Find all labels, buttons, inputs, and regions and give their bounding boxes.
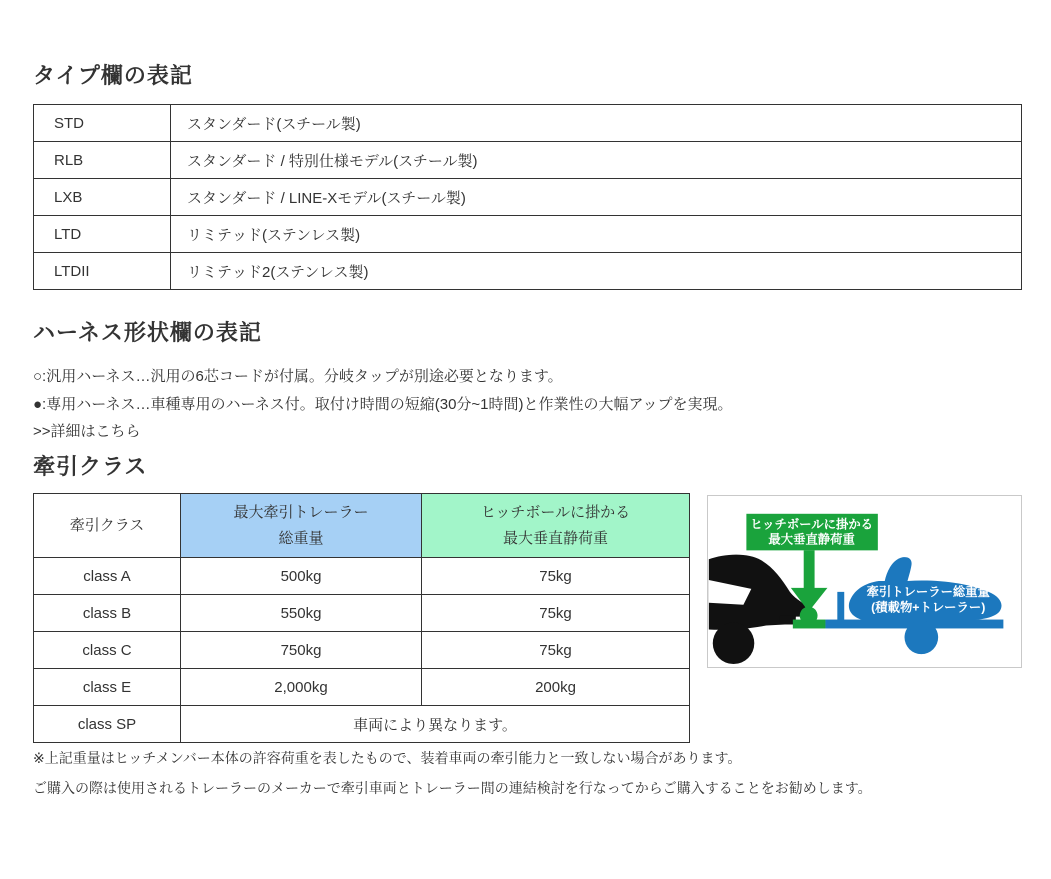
type-desc-cell: リミテッド(ステンレス製)	[171, 216, 1022, 253]
max-trailer-weight-header	[181, 494, 422, 558]
header-line: ヒッチボールに掛かる	[480, 504, 631, 521]
hitch-load-label-line2: 最大垂直静荷重	[768, 532, 855, 547]
weight-disclaimer-note: ※上記重量はヒッチメンバー本体の許容荷重を表したもので、装着車両の牽引能力と一致しない場合があります。	[33, 750, 742, 766]
towing-class-table	[33, 493, 690, 743]
trailer-weight-label-line1: 牽引トレーラー総重量	[866, 584, 990, 599]
trailer-wheel-icon	[905, 621, 939, 655]
vertical-load-cell: 75kg	[422, 632, 690, 669]
table-row	[34, 706, 690, 743]
type-desc-cell: スタンダード(スチール製)	[171, 105, 1022, 142]
table-row	[34, 558, 690, 595]
total-weight-cell: 2,000kg	[181, 669, 422, 706]
generic-harness-note: ○:汎用ハーネス…汎用の6芯コードが付属。分岐タップが別途必要となります。	[33, 368, 563, 385]
dedicated-harness-note: ●:専用ハーネス…車種専用のハーネス付。取付け時間の短縮(30分~1時間)と作業性の大幅アップを実現。	[33, 396, 733, 413]
total-weight-cell: 750kg	[181, 632, 422, 669]
type-code-cell: LTDII	[34, 253, 171, 290]
table-row	[34, 142, 1022, 179]
down-arrow-icon	[804, 550, 815, 590]
table-row	[34, 216, 1022, 253]
vertical-load-cell: 75kg	[422, 595, 690, 632]
type-table	[33, 104, 1022, 290]
class-cell: class SP	[34, 706, 181, 743]
harness-section-heading: ハーネス形状欄の表記	[33, 320, 262, 345]
type-desc-cell: スタンダード / LINE-Xモデル(スチール製)	[171, 179, 1022, 216]
type-code-cell: STD	[34, 105, 171, 142]
hitch-load-label-line1: ヒッチボールに掛かる	[750, 517, 874, 532]
class-column-header: 牽引クラス	[34, 494, 181, 558]
type-code-cell: LTD	[34, 216, 171, 253]
type-code-cell: RLB	[34, 142, 171, 179]
class-cell: class B	[34, 595, 181, 632]
vertical-load-cell: 75kg	[422, 558, 690, 595]
towing-diagram	[707, 495, 1022, 668]
table-row	[34, 253, 1022, 290]
class-cell: class C	[34, 632, 181, 669]
header-line: 最大牽引トレーラー	[233, 504, 369, 521]
trailer-weight-label-line2: (積載物+トレーラー)	[871, 600, 986, 615]
type-desc-cell: リミテッド2(ステンレス製)	[171, 253, 1022, 290]
purchase-advice-note: ご購入の際は使用されるトレーラーのメーカーで牽引車両とトレーラー間の連結検討を行なってからご購入することをお勧めします。	[33, 780, 872, 796]
harness-detail-link[interactable]: >>詳細はこちら	[33, 423, 141, 440]
table-row	[34, 179, 1022, 216]
towing-diagram-svg	[708, 496, 1021, 667]
total-weight-cell: 550kg	[181, 595, 422, 632]
class-cell: class E	[34, 669, 181, 706]
header-line: 総重量	[278, 529, 324, 547]
car-silhouette-icon	[709, 555, 806, 664]
max-vertical-load-header	[422, 494, 690, 558]
table-row	[34, 595, 690, 632]
varies-by-vehicle-cell: 車両により異なります。	[181, 706, 690, 743]
table-row	[34, 632, 690, 669]
class-cell: class A	[34, 558, 181, 595]
total-weight-cell: 500kg	[181, 558, 422, 595]
table-row	[34, 105, 1022, 142]
type-code-cell: LXB	[34, 179, 171, 216]
vertical-load-cell: 200kg	[422, 669, 690, 706]
table-header-row	[34, 494, 690, 558]
type-desc-cell: スタンダード / 特別仕様モデル(スチール製)	[171, 142, 1022, 179]
trailer-icon	[825, 557, 1003, 654]
towing-section-heading: 牽引クラス	[33, 454, 148, 479]
header-line: 最大垂直静荷重	[502, 529, 608, 547]
type-section-heading: タイプ欄の表記	[33, 63, 193, 88]
table-row	[34, 669, 690, 706]
